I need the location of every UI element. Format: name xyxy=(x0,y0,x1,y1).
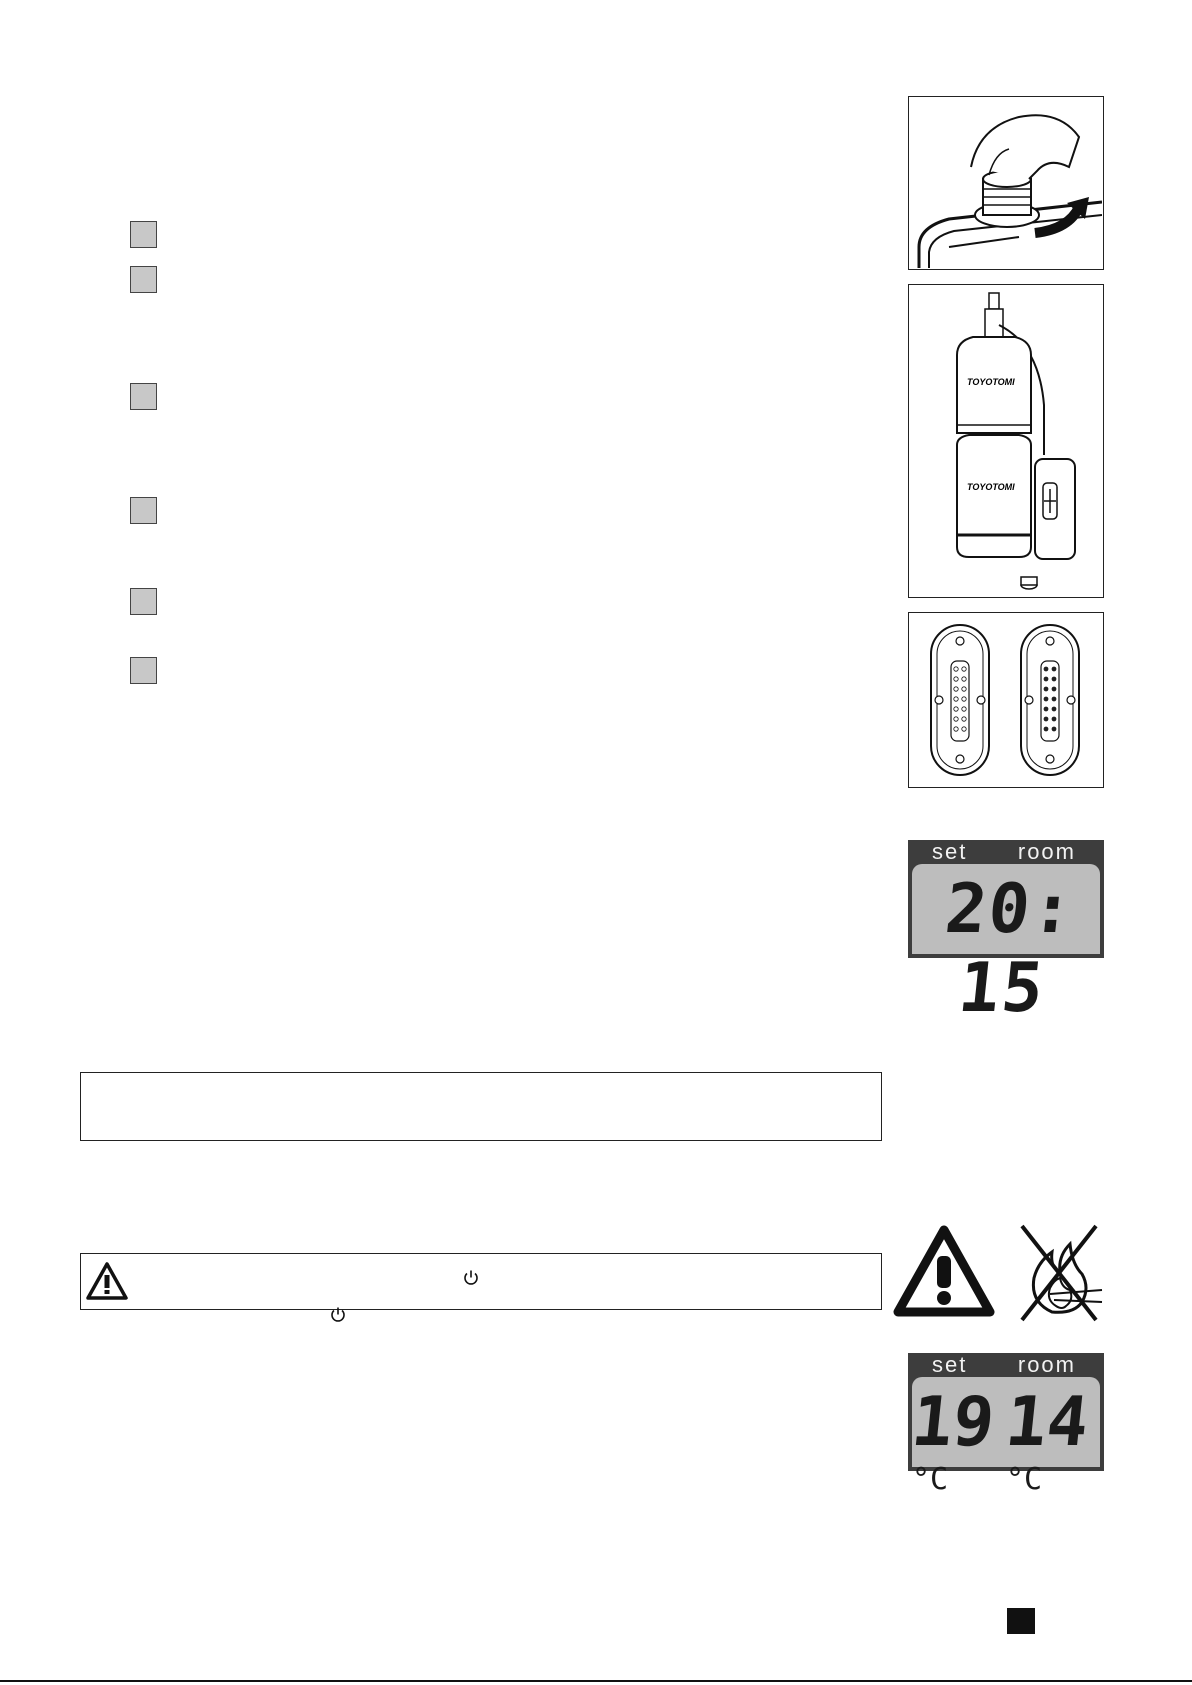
room-temperature-value: 14 xyxy=(1001,1383,1093,1462)
step-marker-5 xyxy=(130,588,157,615)
filter-covers-drawing xyxy=(909,613,1102,786)
lcd-clock-display xyxy=(908,839,1104,1028)
warning-triangle-icon xyxy=(85,1261,129,1301)
page-bottom-rule xyxy=(0,1680,1192,1682)
power-icon xyxy=(329,1306,347,1324)
fuel-cap-drawing xyxy=(909,97,1102,268)
lcd-screen xyxy=(907,1377,1100,1497)
step-marker-1 xyxy=(130,221,157,248)
lcd-label-set: set xyxy=(932,839,968,864)
power-icon xyxy=(462,1269,480,1287)
notice-box xyxy=(80,1072,882,1141)
set-temperature xyxy=(907,1383,1006,1497)
illustration-fuel-pump xyxy=(908,284,1104,598)
room-temperature-unit: °C xyxy=(1006,1462,1043,1497)
bottle-brand-bottom: TOYOTOMI xyxy=(967,482,1015,492)
lcd-clock-digits: 20: 15 xyxy=(941,870,1079,1028)
illustration-fuel-cap xyxy=(908,96,1104,270)
no-open-flame-icon xyxy=(1012,1222,1106,1322)
bottle-brand-top: TOYOTOMI xyxy=(967,377,1015,387)
step-marker-2 xyxy=(130,266,157,293)
illustration-filter-covers xyxy=(908,612,1104,788)
step-marker-3 xyxy=(130,383,157,410)
set-temperature-unit: °C xyxy=(912,1462,949,1497)
page-corner-mark xyxy=(1007,1608,1035,1634)
lcd-label-room: room xyxy=(1017,1352,1076,1377)
room-temperature xyxy=(1001,1383,1100,1497)
set-temperature-value: 19 xyxy=(907,1383,999,1462)
lcd-temperature-display xyxy=(907,1352,1104,1497)
lcd-screen xyxy=(912,864,1100,1028)
lcd-label-room: room xyxy=(1017,839,1076,864)
warning-triangle-icon xyxy=(892,1224,996,1318)
step-marker-6 xyxy=(130,657,157,684)
step-marker-4 xyxy=(130,497,157,524)
fuel-pump-drawing xyxy=(909,285,1102,596)
warning-box xyxy=(80,1253,882,1310)
lcd-label-set: set xyxy=(932,1352,968,1377)
